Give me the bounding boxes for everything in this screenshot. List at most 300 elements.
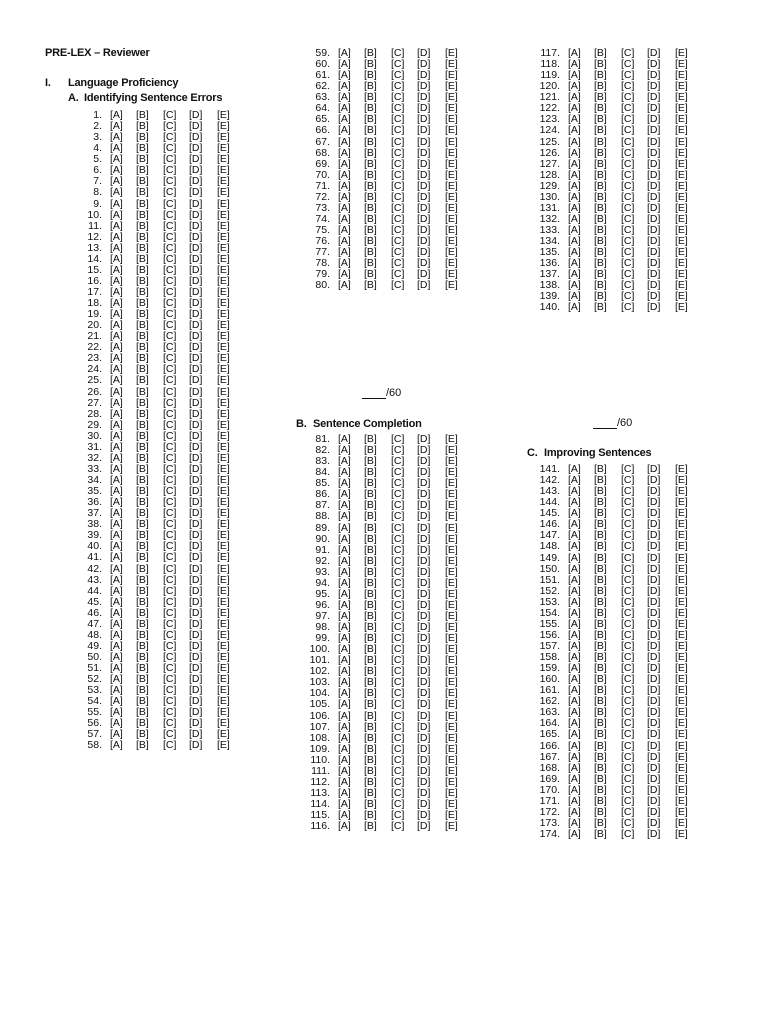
choice-e[interactable]: [E] [217, 639, 230, 652]
choice-a[interactable]: [A] [568, 507, 581, 520]
choice-c[interactable]: [C] [163, 573, 177, 586]
choice-c[interactable]: [C] [391, 488, 405, 501]
choice-d[interactable]: [D] [647, 113, 661, 126]
choice-a[interactable]: [A] [338, 235, 351, 247]
choice-c[interactable]: [C] [391, 477, 405, 490]
choice-d[interactable]: [D] [189, 673, 203, 686]
choice-e[interactable]: [E] [217, 230, 230, 243]
choice-e[interactable]: [E] [217, 297, 230, 309]
choice-a[interactable]: [A] [110, 540, 123, 553]
choice-c[interactable]: [C] [391, 499, 405, 512]
choice-e[interactable]: [E] [217, 540, 230, 553]
choice-d[interactable]: [D] [189, 352, 203, 365]
choice-e[interactable]: [E] [445, 179, 458, 192]
choice-b[interactable]: [B] [136, 208, 149, 221]
choice-e[interactable]: [E] [445, 643, 458, 656]
choice-c[interactable]: [C] [391, 610, 405, 622]
choice-e[interactable]: [E] [217, 728, 230, 741]
choice-a[interactable]: [A] [568, 463, 581, 475]
choice-c[interactable]: [C] [621, 617, 635, 630]
choice-a[interactable]: [A] [338, 212, 351, 225]
choice-e[interactable]: [E] [675, 540, 688, 553]
choice-e[interactable]: [E] [217, 485, 230, 497]
choice-c[interactable]: [C] [391, 168, 405, 181]
choice-a[interactable]: [A] [110, 175, 123, 188]
choice-a[interactable]: [A] [338, 643, 351, 656]
choice-d[interactable]: [D] [417, 257, 431, 270]
choice-e[interactable]: [E] [445, 632, 458, 645]
choice-d[interactable]: [D] [417, 621, 431, 633]
choice-c[interactable]: [C] [163, 352, 177, 365]
choice-d[interactable]: [D] [189, 684, 203, 697]
choice-e[interactable]: [E] [445, 224, 458, 236]
choice-a[interactable]: [A] [338, 598, 351, 611]
choice-e[interactable]: [E] [217, 673, 230, 686]
choice-c[interactable]: [C] [163, 109, 177, 121]
choice-c[interactable]: [C] [391, 135, 405, 148]
choice-d[interactable]: [D] [417, 709, 431, 722]
choice-d[interactable]: [D] [647, 201, 661, 214]
choice-d[interactable]: [D] [417, 235, 431, 247]
choice-c[interactable]: [C] [621, 540, 635, 553]
choice-c[interactable]: [C] [621, 179, 635, 192]
choice-a[interactable]: [A] [338, 279, 351, 292]
choice-a[interactable]: [A] [568, 706, 581, 719]
choice-e[interactable]: [E] [217, 474, 230, 486]
choice-c[interactable]: [C] [163, 462, 177, 475]
choice-c[interactable]: [C] [391, 157, 405, 170]
choice-e[interactable]: [E] [217, 341, 230, 354]
choice-e[interactable]: [E] [445, 554, 458, 567]
choice-b[interactable]: [B] [136, 573, 149, 586]
choice-a[interactable]: [A] [110, 363, 123, 376]
choice-e[interactable]: [E] [675, 750, 688, 763]
choice-d[interactable]: [D] [189, 252, 203, 265]
choice-c[interactable]: [C] [621, 518, 635, 531]
choice-a[interactable]: [A] [338, 80, 351, 93]
choice-c[interactable]: [C] [621, 496, 635, 509]
choice-b[interactable]: [B] [594, 69, 607, 82]
choice-d[interactable]: [D] [189, 706, 203, 719]
choice-b[interactable]: [B] [594, 463, 607, 475]
choice-b[interactable]: [B] [136, 363, 149, 376]
choice-a[interactable]: [A] [110, 197, 123, 210]
choice-c[interactable]: [C] [163, 639, 177, 652]
choice-a[interactable]: [A] [568, 640, 581, 652]
choice-a[interactable]: [A] [338, 731, 351, 744]
choice-a[interactable]: [A] [338, 433, 351, 445]
choice-d[interactable]: [D] [189, 396, 203, 409]
choice-a[interactable]: [A] [338, 499, 351, 512]
choice-b[interactable]: [B] [136, 695, 149, 708]
choice-b[interactable]: [B] [136, 684, 149, 697]
choice-a[interactable]: [A] [568, 301, 581, 314]
choice-a[interactable]: [A] [110, 164, 123, 177]
choice-a[interactable]: [A] [110, 230, 123, 243]
choice-d[interactable]: [D] [417, 687, 431, 700]
choice-b[interactable]: [B] [594, 47, 607, 59]
choice-d[interactable]: [D] [417, 554, 431, 567]
choice-e[interactable]: [E] [675, 640, 688, 652]
choice-e[interactable]: [E] [217, 363, 230, 376]
choice-b[interactable]: [B] [364, 157, 377, 170]
choice-c[interactable]: [C] [621, 595, 635, 608]
choice-e[interactable]: [E] [445, 201, 458, 214]
choice-e[interactable]: [E] [445, 598, 458, 611]
choice-e[interactable]: [E] [675, 717, 688, 730]
choice-c[interactable]: [C] [163, 363, 177, 376]
choice-e[interactable]: [E] [217, 529, 230, 542]
choice-a[interactable]: [A] [110, 684, 123, 697]
choice-e[interactable]: [E] [675, 573, 688, 586]
choice-a[interactable]: [A] [568, 157, 581, 170]
choice-d[interactable]: [D] [417, 510, 431, 523]
choice-b[interactable]: [B] [594, 190, 607, 203]
choice-e[interactable]: [E] [445, 235, 458, 247]
choice-c[interactable]: [C] [621, 224, 635, 236]
choice-e[interactable]: [E] [217, 407, 230, 420]
choice-a[interactable]: [A] [338, 809, 351, 821]
choice-b[interactable]: [B] [136, 341, 149, 354]
choice-d[interactable]: [D] [189, 606, 203, 619]
choice-d[interactable]: [D] [647, 595, 661, 608]
choice-a[interactable]: [A] [568, 739, 581, 752]
choice-b[interactable]: [B] [594, 485, 607, 498]
choice-e[interactable]: [E] [675, 728, 688, 741]
choice-e[interactable]: [E] [445, 124, 458, 137]
choice-a[interactable]: [A] [338, 687, 351, 700]
choice-d[interactable]: [D] [189, 385, 203, 398]
choice-e[interactable]: [E] [217, 684, 230, 697]
choice-c[interactable]: [C] [163, 385, 177, 398]
choice-a[interactable]: [A] [568, 673, 581, 686]
choice-b[interactable]: [B] [594, 595, 607, 608]
choice-c[interactable]: [C] [621, 717, 635, 730]
choice-d[interactable]: [D] [417, 731, 431, 744]
choice-a[interactable]: [A] [568, 257, 581, 270]
choice-a[interactable]: [A] [338, 742, 351, 755]
choice-d[interactable]: [D] [647, 47, 661, 59]
choice-a[interactable]: [A] [568, 47, 581, 59]
choice-b[interactable]: [B] [594, 518, 607, 531]
choice-c[interactable]: [C] [391, 565, 405, 578]
choice-c[interactable]: [C] [621, 69, 635, 82]
choice-a[interactable]: [A] [338, 91, 351, 104]
choice-d[interactable]: [D] [417, 698, 431, 711]
choice-d[interactable]: [D] [647, 584, 661, 597]
choice-b[interactable]: [B] [364, 224, 377, 236]
choice-e[interactable]: [E] [217, 153, 230, 166]
choice-a[interactable]: [A] [338, 113, 351, 126]
choice-e[interactable]: [E] [445, 279, 458, 292]
choice-c[interactable]: [C] [621, 301, 635, 314]
choice-b[interactable]: [B] [594, 113, 607, 126]
choice-e[interactable]: [E] [675, 91, 688, 104]
choice-a[interactable]: [A] [110, 418, 123, 431]
choice-d[interactable]: [D] [647, 673, 661, 686]
choice-b[interactable]: [B] [594, 58, 607, 71]
choice-c[interactable]: [C] [621, 290, 635, 303]
choice-b[interactable]: [B] [594, 783, 607, 796]
choice-d[interactable]: [D] [189, 407, 203, 420]
choice-e[interactable]: [E] [217, 286, 230, 298]
choice-e[interactable]: [E] [675, 235, 688, 247]
choice-c[interactable]: [C] [163, 695, 177, 708]
choice-b[interactable]: [B] [594, 673, 607, 686]
choice-b[interactable]: [B] [136, 120, 149, 133]
choice-d[interactable]: [D] [647, 485, 661, 498]
choice-c[interactable]: [C] [391, 224, 405, 236]
choice-a[interactable]: [A] [110, 407, 123, 420]
choice-e[interactable]: [E] [445, 488, 458, 501]
choice-b[interactable]: [B] [594, 135, 607, 148]
choice-e[interactable]: [E] [445, 135, 458, 148]
choice-c[interactable]: [C] [391, 268, 405, 281]
choice-c[interactable]: [C] [163, 673, 177, 686]
choice-d[interactable]: [D] [189, 219, 203, 232]
choice-e[interactable]: [E] [675, 551, 688, 564]
choice-d[interactable]: [D] [189, 474, 203, 486]
choice-b[interactable]: [B] [136, 319, 149, 332]
choice-a[interactable]: [A] [110, 474, 123, 486]
choice-a[interactable]: [A] [110, 507, 123, 520]
choice-d[interactable]: [D] [417, 190, 431, 203]
choice-a[interactable]: [A] [338, 798, 351, 810]
choice-d[interactable]: [D] [189, 695, 203, 708]
choice-b[interactable]: [B] [364, 687, 377, 700]
choice-e[interactable]: [E] [217, 330, 230, 343]
choice-d[interactable]: [D] [647, 728, 661, 741]
choice-a[interactable]: [A] [568, 816, 581, 829]
choice-d[interactable]: [D] [189, 496, 203, 509]
choice-b[interactable]: [B] [364, 786, 377, 799]
choice-c[interactable]: [C] [391, 521, 405, 534]
choice-b[interactable]: [B] [364, 268, 377, 281]
choice-e[interactable]: [E] [217, 650, 230, 663]
choice-e[interactable]: [E] [217, 628, 230, 641]
choice-a[interactable]: [A] [568, 584, 581, 597]
choice-b[interactable]: [B] [136, 263, 149, 276]
choice-b[interactable]: [B] [364, 91, 377, 104]
choice-c[interactable]: [C] [391, 753, 405, 766]
choice-e[interactable]: [E] [445, 742, 458, 755]
choice-a[interactable]: [A] [568, 179, 581, 192]
choice-a[interactable]: [A] [110, 308, 123, 321]
choice-c[interactable]: [C] [391, 809, 405, 821]
choice-b[interactable]: [B] [594, 684, 607, 697]
choice-d[interactable]: [D] [417, 786, 431, 799]
choice-e[interactable]: [E] [675, 651, 688, 663]
choice-b[interactable]: [B] [364, 753, 377, 766]
choice-d[interactable]: [D] [417, 157, 431, 170]
choice-c[interactable]: [C] [163, 396, 177, 409]
choice-a[interactable]: [A] [338, 190, 351, 203]
choice-c[interactable]: [C] [621, 58, 635, 71]
choice-e[interactable]: [E] [675, 496, 688, 509]
choice-b[interactable]: [B] [364, 565, 377, 578]
choice-e[interactable]: [E] [675, 58, 688, 71]
choice-a[interactable]: [A] [338, 58, 351, 71]
choice-a[interactable]: [A] [338, 654, 351, 667]
choice-c[interactable]: [C] [391, 731, 405, 744]
choice-c[interactable]: [C] [391, 69, 405, 82]
choice-a[interactable]: [A] [568, 135, 581, 148]
choice-e[interactable]: [E] [675, 301, 688, 314]
choice-c[interactable]: [C] [621, 157, 635, 170]
choice-c[interactable]: [C] [163, 717, 177, 730]
choice-c[interactable]: [C] [391, 532, 405, 545]
choice-e[interactable]: [E] [217, 219, 230, 232]
choice-a[interactable]: [A] [338, 455, 351, 468]
choice-b[interactable]: [B] [594, 651, 607, 663]
choice-e[interactable]: [E] [675, 124, 688, 137]
choice-d[interactable]: [D] [417, 444, 431, 457]
choice-b[interactable]: [B] [594, 246, 607, 259]
choice-e[interactable]: [E] [675, 102, 688, 115]
choice-a[interactable]: [A] [338, 201, 351, 214]
choice-b[interactable]: [B] [594, 794, 607, 807]
choice-d[interactable]: [D] [647, 772, 661, 785]
choice-c[interactable]: [C] [163, 252, 177, 265]
choice-a[interactable]: [A] [338, 102, 351, 115]
choice-d[interactable]: [D] [417, 576, 431, 589]
choice-b[interactable]: [B] [364, 621, 377, 633]
choice-b[interactable]: [B] [364, 543, 377, 556]
choice-d[interactable]: [D] [189, 120, 203, 133]
choice-d[interactable]: [D] [417, 820, 431, 833]
choice-c[interactable]: [C] [391, 91, 405, 104]
choice-e[interactable]: [E] [217, 418, 230, 431]
choice-c[interactable]: [C] [163, 297, 177, 309]
choice-d[interactable]: [D] [417, 610, 431, 622]
choice-c[interactable]: [C] [621, 463, 635, 475]
choice-a[interactable]: [A] [110, 717, 123, 730]
choice-e[interactable]: [E] [675, 816, 688, 829]
choice-c[interactable]: [C] [621, 124, 635, 137]
choice-e[interactable]: [E] [675, 706, 688, 719]
choice-d[interactable]: [D] [417, 499, 431, 512]
choice-e[interactable]: [E] [675, 290, 688, 303]
choice-a[interactable]: [A] [568, 279, 581, 292]
choice-d[interactable]: [D] [189, 551, 203, 564]
choice-c[interactable]: [C] [163, 529, 177, 542]
choice-c[interactable]: [C] [391, 598, 405, 611]
choice-a[interactable]: [A] [110, 496, 123, 509]
choice-b[interactable]: [B] [594, 551, 607, 564]
choice-a[interactable]: [A] [568, 268, 581, 281]
choice-c[interactable]: [C] [391, 687, 405, 700]
choice-b[interactable]: [B] [594, 235, 607, 247]
choice-d[interactable]: [D] [417, 179, 431, 192]
choice-e[interactable]: [E] [445, 587, 458, 600]
choice-e[interactable]: [E] [445, 257, 458, 270]
choice-e[interactable]: [E] [675, 257, 688, 270]
choice-c[interactable]: [C] [163, 474, 177, 486]
choice-e[interactable]: [E] [675, 113, 688, 126]
choice-d[interactable]: [D] [647, 794, 661, 807]
choice-b[interactable]: [B] [364, 69, 377, 82]
choice-d[interactable]: [D] [647, 80, 661, 93]
choice-c[interactable]: [C] [621, 706, 635, 719]
choice-e[interactable]: [E] [445, 69, 458, 82]
choice-b[interactable]: [B] [364, 665, 377, 678]
choice-e[interactable]: [E] [217, 462, 230, 475]
choice-b[interactable]: [B] [136, 418, 149, 431]
choice-b[interactable]: [B] [594, 640, 607, 652]
choice-c[interactable]: [C] [391, 742, 405, 755]
choice-e[interactable]: [E] [675, 69, 688, 82]
choice-a[interactable]: [A] [110, 219, 123, 232]
choice-b[interactable]: [B] [136, 219, 149, 232]
choice-b[interactable]: [B] [594, 728, 607, 741]
choice-b[interactable]: [B] [136, 330, 149, 343]
choice-e[interactable]: [E] [217, 197, 230, 210]
choice-d[interactable]: [D] [647, 91, 661, 104]
choice-a[interactable]: [A] [568, 794, 581, 807]
choice-e[interactable]: [E] [217, 717, 230, 730]
choice-c[interactable]: [C] [391, 576, 405, 589]
choice-e[interactable]: [E] [675, 783, 688, 796]
choice-a[interactable]: [A] [110, 319, 123, 332]
choice-d[interactable]: [D] [417, 466, 431, 479]
choice-b[interactable]: [B] [136, 230, 149, 243]
choice-c[interactable]: [C] [163, 330, 177, 343]
choice-c[interactable]: [C] [621, 584, 635, 597]
choice-b[interactable]: [B] [136, 429, 149, 442]
choice-b[interactable]: [B] [364, 610, 377, 622]
choice-d[interactable]: [D] [417, 279, 431, 292]
choice-b[interactable]: [B] [364, 279, 377, 292]
choice-d[interactable]: [D] [647, 695, 661, 708]
choice-a[interactable]: [A] [338, 587, 351, 600]
choice-c[interactable]: [C] [163, 485, 177, 497]
choice-c[interactable]: [C] [163, 374, 177, 387]
choice-a[interactable]: [A] [110, 739, 123, 752]
choice-b[interactable]: [B] [136, 628, 149, 641]
choice-a[interactable]: [A] [110, 374, 123, 387]
choice-c[interactable]: [C] [391, 709, 405, 722]
choice-d[interactable]: [D] [647, 301, 661, 314]
choice-b[interactable]: [B] [594, 628, 607, 641]
choice-a[interactable]: [A] [110, 352, 123, 365]
choice-d[interactable]: [D] [417, 488, 431, 501]
choice-d[interactable]: [D] [417, 676, 431, 689]
choice-b[interactable]: [B] [136, 109, 149, 121]
choice-d[interactable]: [D] [417, 102, 431, 115]
choice-a[interactable]: [A] [110, 120, 123, 133]
choice-c[interactable]: [C] [391, 58, 405, 71]
choice-b[interactable]: [B] [594, 474, 607, 487]
choice-d[interactable]: [D] [647, 651, 661, 663]
choice-e[interactable]: [E] [445, 753, 458, 766]
choice-d[interactable]: [D] [647, 474, 661, 487]
choice-c[interactable]: [C] [621, 562, 635, 575]
choice-b[interactable]: [B] [364, 235, 377, 247]
choice-b[interactable]: [B] [364, 444, 377, 457]
choice-b[interactable]: [B] [136, 440, 149, 453]
choice-c[interactable]: [C] [621, 268, 635, 281]
choice-e[interactable]: [E] [675, 794, 688, 807]
choice-b[interactable]: [B] [364, 135, 377, 148]
choice-a[interactable]: [A] [338, 820, 351, 833]
choice-a[interactable]: [A] [568, 290, 581, 303]
choice-b[interactable]: [B] [364, 179, 377, 192]
choice-c[interactable]: [C] [391, 587, 405, 600]
choice-c[interactable]: [C] [391, 698, 405, 711]
choice-b[interactable]: [B] [594, 584, 607, 597]
choice-c[interactable]: [C] [163, 142, 177, 155]
choice-b[interactable]: [B] [594, 157, 607, 170]
